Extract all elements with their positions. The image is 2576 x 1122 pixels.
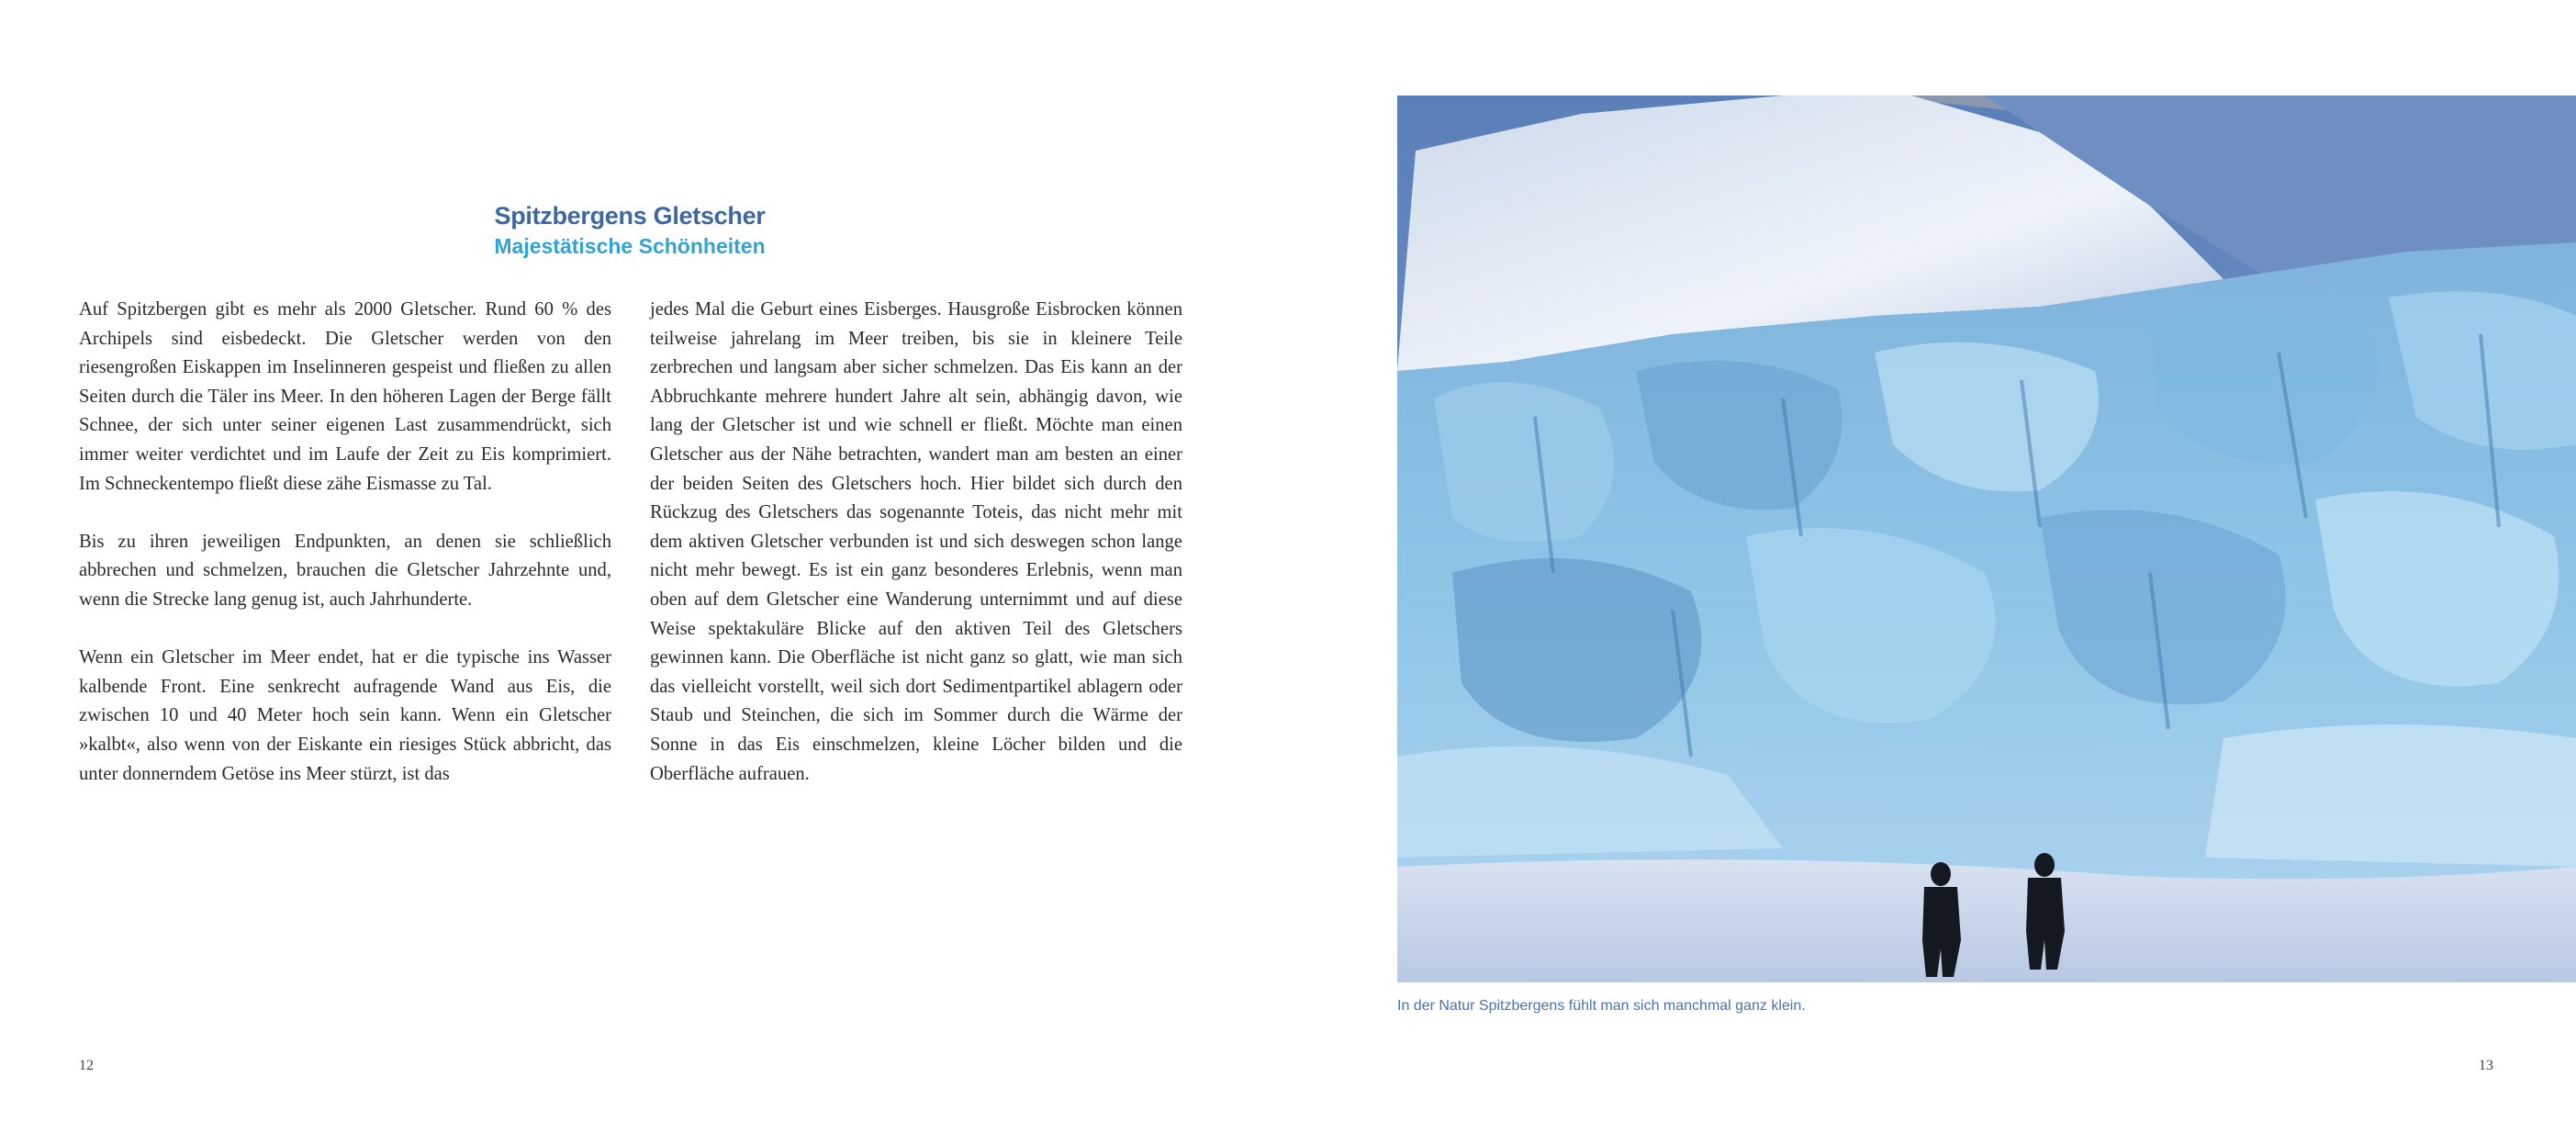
glacier-photo — [1397, 95, 2576, 982]
paragraph: Auf Spitzbergen gibt es mehr als 2000 Gletscher. Rund 60 % des Archipels sind eisbedeckt. Die Gletscher werden von den riesengroßen Eiskappen im Inselinneren gespeist und fließen zu allen Seiten durch die Täler ins Meer. In den höheren Lagen der Berge fällt Schnee, der sich unter seiner eigenen Last zusammendrückt, sich immer weiter verdichtet und im Laufe der Zeit zu Eis komprimiert. Im Schneckentempo fließt diese zähe Eismasse zu Tal. — [79, 299, 611, 494]
page-number-right: 13 — [2479, 1058, 2493, 1073]
paragraph: Wenn ein Gletscher im Meer endet, hat er die typische ins Wasser kalbende Front. Eine senkrecht aufragende Wand aus Eis, die zwischen 10 und 40 Meter hoch sein kann. Wenn ein Gletscher »kalbt«, also wenn von der Eiskante ein riesiges Stück abbricht, das unter donnerndem Getöse ins Meer stürzt, ist das — [79, 647, 611, 784]
paragraph: Bis zu ihren jeweiligen Endpunkten, an denen sie schließlich abbrechen und schmelzen, brauchen die Gletscher Jahrzehnte und, wenn die Strecke lang genug ist, auch Jahrhunderte. — [79, 531, 611, 610]
page-title: Spitzbergens Gletscher — [494, 202, 766, 230]
page-subtitle: Majestätische Schönheiten — [494, 234, 766, 258]
heading-block — [79, 202, 1181, 259]
text-column-right — [650, 296, 1182, 818]
text-column-left — [79, 296, 611, 818]
paragraph: jedes Mal die Geburt eines Eisberges. Hausgroße Eisbrocken können teilweise jahrelang im Meer treiben, bis sie in kleinere Teile zerbrechen und langsam aber sicher schmelzen. Das Eis kann an der Abbruchkante mehrere hundert Jahre alt sein, abhängig davon, wie lang der Gletscher ist und wie schnell er fließt. Möchte man einen Gletscher aus der Nähe betrachten, wandert man am besten an einer der beiden Seiten des Gletschers hoch. Hier bildet sich durch den Rückzug des Gletschers das sogenannte Toteis, das nicht mehr mit dem aktiven Gletscher verbunden ist und sich deswegen schon lange nicht mehr bewegt. Es ist ein ganz besonderes Erlebnis, wenn man oben auf dem Gletscher eine Wanderung unternimmt und auf diese Weise spektakuläre Blicke auf den aktiven Teil des Gletschers gewinnen kann. Die Oberfläche ist nicht ganz so glatt, wie man sich das vielleicht vorstellt, weil sich dort Sedimentpartikel ablagern oder Staub und Steinchen, die sich im Sommer durch die Wärme der Sonne in das Eis einschmelzen, kleine Löcher bilden und die Oberfläche aufrauen. — [650, 299, 1182, 784]
page-number-left: 12 — [79, 1058, 94, 1073]
photo-caption: In der Natur Spitzbergens fühlt man sich manchmal ganz klein. — [1397, 998, 1806, 1014]
